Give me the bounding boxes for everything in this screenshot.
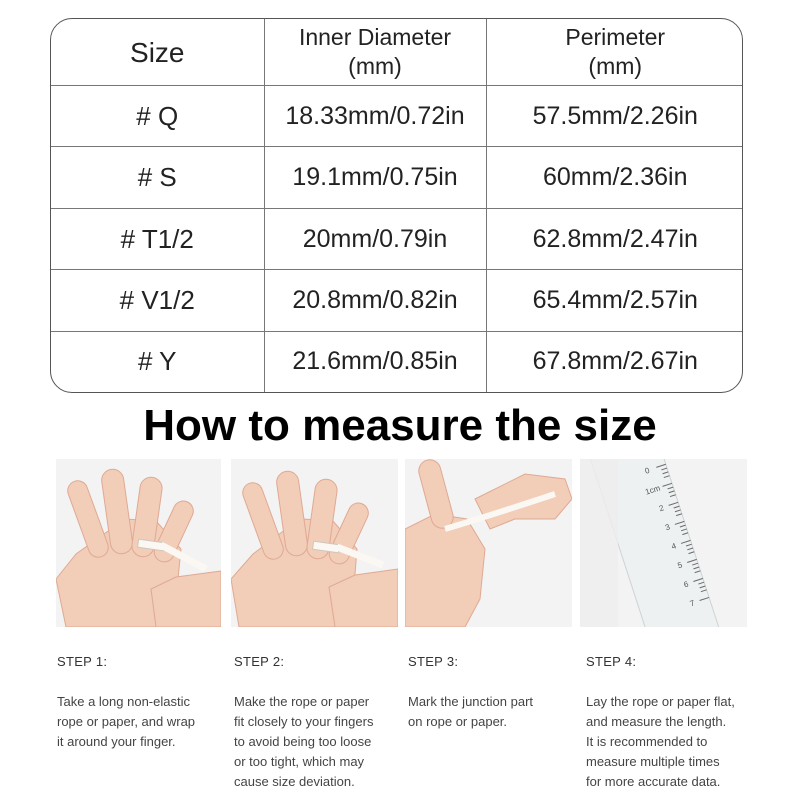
ruler-number: 0 (643, 465, 651, 476)
inner-diameter-header-line-1: Inner Diameter (298, 24, 452, 51)
ruler-number: 5 (676, 560, 684, 571)
step-4-line: and measure the length. (586, 714, 727, 729)
step-1-line: Take a long non-elastic (57, 694, 190, 709)
step-3-line: Mark the junction part (408, 694, 534, 709)
step-4-line: for more accurate data. (586, 774, 721, 789)
step-2-photo (231, 459, 398, 627)
inner-diameter-header-line-2: (mm) (348, 53, 402, 79)
hand-fit-illustration (231, 459, 398, 627)
inner-diameter-header (264, 19, 486, 86)
perimeter-header-line-1: Perimeter (565, 24, 666, 51)
howto-title: How to measure the size (143, 401, 657, 450)
size-header: Size (51, 19, 264, 86)
step-2-line: fit closely to your fingers (234, 714, 374, 729)
table-row (51, 86, 743, 147)
step-2-line: or too tight, which may (234, 754, 365, 769)
step-4-label: STEP 4: (586, 654, 637, 669)
perimeter-cell: 60mm/2.36in (486, 147, 743, 208)
step-4-line: measure multiple times (586, 754, 720, 769)
step-3-photo (405, 459, 572, 627)
step-1-description (57, 692, 227, 752)
perimeter-cell: 62.8mm/2.47in (486, 208, 743, 269)
ruler-number: 3 (664, 522, 672, 533)
table-header-row (51, 19, 743, 86)
perimeter-cell: 67.8mm/2.67in (532, 347, 698, 376)
step-1-label: STEP 1: (57, 654, 108, 669)
table-row (51, 208, 743, 269)
size-table (51, 19, 743, 392)
table-row (51, 147, 743, 208)
step-1-line: it around your finger. (57, 734, 176, 749)
perimeter-cell: 57.5mm/2.26in (486, 86, 743, 147)
step-4-description (586, 692, 766, 792)
hand-wrap-illustration (56, 459, 221, 627)
step-2-line: to avoid being too loose (234, 734, 372, 749)
ruler-number: 2 (657, 503, 665, 514)
hand-mark-illustration (405, 459, 572, 627)
inner-diameter-cell: 20mm/0.79in (264, 208, 486, 269)
step-3-description (408, 692, 568, 732)
inner-diameter-cell: 18.33mm/0.72in (264, 86, 486, 147)
size-cell: # Q (51, 86, 264, 147)
step-2-label: STEP 2: (234, 654, 285, 669)
inner-diameter-cell: 20.8mm/0.82in (264, 270, 486, 331)
table-row (51, 331, 743, 392)
ruler-illustration (580, 459, 747, 627)
perimeter-header (486, 19, 743, 86)
ruler-number: 7 (688, 598, 696, 609)
step-1-photo (56, 459, 221, 627)
step-2-line: Make the rope or paper (234, 694, 370, 709)
perimeter-cell: 65.4mm/2.57in (486, 270, 743, 331)
size-cell: # T1/2 (51, 208, 264, 269)
step-2-description (234, 692, 404, 792)
inner-diameter-cell: 21.6mm/0.85in (264, 331, 486, 392)
ruler-number: 4 (670, 541, 678, 552)
inner-diameter-cell: 19.1mm/0.75in (264, 147, 486, 208)
size-cell: # S (51, 147, 264, 208)
step-4-line: It is recommended to (586, 734, 708, 749)
ruler-number: 1cm (644, 483, 662, 497)
size-cell: # V1/2 (51, 270, 264, 331)
table-row (51, 270, 743, 331)
step-1-line: rope or paper, and wrap (57, 714, 196, 729)
perimeter-header-line-2: (mm) (588, 53, 643, 79)
step-3-label: STEP 3: (408, 654, 459, 669)
size-cell: # Y (51, 331, 264, 392)
step-4-line: Lay the rope or paper flat, (586, 694, 735, 709)
step-2-line: cause size deviation. (234, 774, 355, 789)
step-4-photo (580, 459, 747, 627)
size-chart-table (50, 18, 743, 393)
step-3-line: on rope or paper. (408, 714, 508, 729)
ruler-number: 6 (682, 579, 690, 590)
